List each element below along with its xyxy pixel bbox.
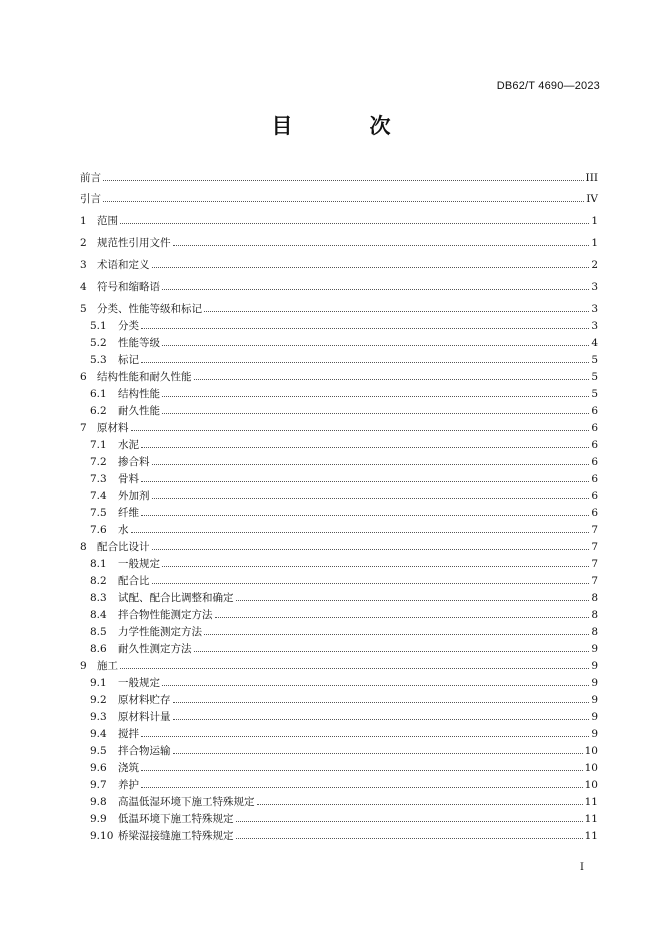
toc-entry-label: 力学性能测定方法 [118,626,202,638]
toc-entry-label: 纤维 [118,507,139,519]
toc-entry-page: 9 [591,677,598,689]
toc-entry-page: 6 [591,439,598,451]
standard-code: DB62/T 4690—2023 [496,80,600,92]
toc-dot-leader [162,558,589,567]
toc-entry-label: 桥梁湿接缝施工特殊规定 [118,830,234,842]
toc-entry-label: 耐久性能 [118,405,160,417]
toc-entry-number: 9.2 [90,694,107,706]
toc-entry-label: 外加剂 [118,490,150,502]
toc-dot-leader [173,711,590,720]
toc-entry-page: 4 [591,337,598,349]
toc-entry-number: 6 [80,371,87,383]
toc-dot-leader [103,172,584,181]
toc-dot-leader [173,694,590,703]
toc-entry[interactable] [80,237,598,249]
toc-entry[interactable] [80,558,598,570]
toc-entry[interactable] [80,677,598,689]
toc-entry[interactable] [80,745,598,757]
toc-entry-number: 9.10 [90,830,114,842]
toc-dot-leader [141,354,589,363]
toc-entry[interactable] [80,507,598,519]
page-number: I [580,862,584,873]
toc-entry-number: 9.5 [90,745,107,757]
toc-entry[interactable] [80,694,598,706]
toc-entry-page: 5 [591,388,598,400]
toc-entry[interactable] [80,626,598,638]
toc-entry-label: 拌合物运输 [118,745,171,757]
toc-entry[interactable] [80,473,598,485]
toc-entry-label: 试配、配合比调整和确定 [118,592,234,604]
toc-entry-label: 标记 [118,354,139,366]
toc-entry-page: 5 [591,371,598,383]
toc-dot-leader [131,422,590,431]
toc-entry-label: 结构性能和耐久性能 [97,371,192,383]
toc-entry[interactable] [80,439,598,451]
toc-entry-number: 5 [80,303,87,315]
toc-entry-number: 9.1 [90,677,107,689]
toc-entry[interactable] [80,354,598,366]
toc-entry-number: 9 [80,660,87,672]
toc-entry-page: 6 [591,456,598,468]
toc-entry-label: 前言 [80,172,101,184]
toc-entry[interactable] [80,422,598,434]
toc-entry-label: 术语和定义 [97,259,150,271]
toc-dot-leader [152,541,590,550]
toc-dot-leader [173,745,583,754]
toc-entry[interactable] [80,575,598,587]
toc-entry-page: 11 [584,796,598,808]
toc-entry-page: 8 [591,592,598,604]
toc-entry-label: 性能等级 [118,337,160,349]
toc-entry[interactable] [80,524,598,536]
toc-entry-label: 范围 [97,215,118,227]
toc-entry-number: 2 [80,237,87,249]
toc-entry-page: 7 [591,558,598,570]
toc-dot-leader [194,643,590,652]
toc-entry[interactable] [80,215,598,227]
toc-entry[interactable] [80,728,598,740]
toc-entry-label: 原材料 [97,422,129,434]
toc-entry-label: 水 [118,524,129,536]
toc-dot-leader [204,303,589,312]
toc-entry[interactable] [80,303,598,315]
toc-entry-page: 11 [584,830,598,842]
toc-entry[interactable] [80,371,598,383]
toc-dot-leader [162,405,589,414]
toc-entry-label: 配合比设计 [97,541,150,553]
toc-dot-leader [141,728,589,737]
toc-entry-page: III [585,172,598,184]
toc-dot-leader [204,626,589,635]
toc-entry-number: 1 [80,215,87,227]
toc-entry-label: 耐久性测定方法 [118,643,192,655]
toc-dot-leader [152,259,590,268]
toc-entry-label: 低温环境下施工特殊规定 [118,813,234,825]
toc-entry-number: 7.2 [90,456,107,468]
toc-entry-label: 拌合物性能测定方法 [118,609,213,621]
toc-entry-number: 7 [80,422,87,434]
toc-entry-page: 9 [591,643,598,655]
toc-entry-number: 7.6 [90,524,107,536]
toc-entry-page: 1 [591,215,598,227]
toc-entry-number: 7.1 [90,439,107,451]
toc-entry-number: 5.2 [90,337,107,349]
toc-entry[interactable] [80,660,598,672]
toc-entry-number: 9.3 [90,711,107,723]
toc-entry-label: 高温低湿环境下施工特殊规定 [118,796,255,808]
toc-entry-label: 养护 [118,779,139,791]
toc-entry-page: 8 [591,626,598,638]
toc-entry-number: 5.3 [90,354,107,366]
toc-entry-page: 3 [591,320,598,332]
toc-entry-number: 3 [80,259,87,271]
toc-entry[interactable] [80,456,598,468]
toc-entry-page: 6 [591,422,598,434]
toc-entry-number: 6.1 [90,388,107,400]
toc-entry-label: 配合比 [118,575,150,587]
toc-entry-page: 7 [591,524,598,536]
toc-entry-label: 符号和缩略语 [97,281,160,293]
toc-entry[interactable] [80,813,598,825]
toc-entry[interactable] [80,762,598,774]
toc-entry-number: 8.1 [90,558,107,570]
toc-dot-leader [120,660,589,669]
toc-entry-page: 9 [591,711,598,723]
toc-entry-page: 10 [584,745,598,757]
toc-dot-leader [162,388,589,397]
toc-dot-leader [215,609,590,618]
toc-entry[interactable] [80,541,598,553]
toc-entry-label: 分类、性能等级和标记 [97,303,202,315]
toc-dot-leader [141,439,589,448]
toc-entry-label: 一般规定 [118,558,160,570]
toc-entry[interactable] [80,337,598,349]
toc-entry-number: 9.9 [90,813,107,825]
toc-entry-number: 9.6 [90,762,107,774]
toc-entry-number: 9.4 [90,728,107,740]
toc-entry-label: 施工 [97,660,118,672]
toc-entry[interactable] [80,609,598,621]
toc-entry-number: 7.3 [90,473,107,485]
toc-entry-page: 3 [591,281,598,293]
toc-entry-number: 8.2 [90,575,107,587]
toc-dot-leader [236,813,583,822]
toc-entry[interactable] [80,281,598,293]
toc-dot-leader [173,237,590,246]
toc-dot-leader [120,215,589,224]
toc-entry-number: 4 [80,281,87,293]
toc-entry-page: 8 [591,609,598,621]
toc-entry-page: 1 [591,237,598,249]
toc-entry[interactable] [80,796,598,808]
toc-entry-label: 规范性引用文件 [97,237,171,249]
toc-dot-leader [257,796,583,805]
toc-entry[interactable] [80,779,598,791]
toc-entry-label: 水泥 [118,439,139,451]
toc-dot-leader [236,592,590,601]
toc-entry-number: 5.1 [90,320,107,332]
toc-dot-leader [162,337,589,346]
toc-dot-leader [152,490,590,499]
toc-dot-leader [141,473,589,482]
toc-entry-number: 8.6 [90,643,107,655]
toc-entry-page: 9 [591,694,598,706]
toc-entry-label: 掺合料 [118,456,150,468]
toc-entry[interactable] [80,711,598,723]
page-title: 目 次 [271,113,419,138]
toc-entry-page: 2 [591,259,598,271]
toc-entry[interactable] [80,388,598,400]
toc-entry[interactable] [80,643,598,655]
toc-entry-page: IV [586,193,598,205]
toc-entry-page: 10 [584,762,598,774]
toc-dot-leader [236,830,583,839]
toc-dot-leader [194,371,590,380]
toc-entry-label: 浇筑 [118,762,139,774]
toc-entry-page: 9 [591,728,598,740]
toc-entry-page: 6 [591,490,598,502]
toc-dot-leader [162,281,589,290]
toc-entry-page: 3 [591,303,598,315]
toc-entry-label: 原材料贮存 [118,694,171,706]
toc-entry[interactable] [80,172,598,184]
toc-entry-label: 引言 [80,193,101,205]
toc-dot-leader [103,193,584,202]
toc-entry-label: 结构性能 [118,388,160,400]
toc-entry-label: 搅拌 [118,728,139,740]
toc-dot-leader [141,762,583,771]
toc-entry[interactable] [80,405,598,417]
toc-entry[interactable] [80,193,598,205]
toc-entry-page: 5 [591,354,598,366]
toc-entry-page: 9 [591,660,598,672]
toc-entry-number: 8.5 [90,626,107,638]
toc-entry-label: 分类 [118,320,139,332]
toc-entry-number: 9.7 [90,779,107,791]
toc-list [80,172,598,842]
toc-entry-number: 8.4 [90,609,107,621]
toc-entry-number: 6.2 [90,405,107,417]
toc-dot-leader [141,320,589,329]
toc-entry-page: 11 [584,813,598,825]
toc-dot-leader [141,507,589,516]
toc-entry-number: 8 [80,541,87,553]
toc-dot-leader [141,779,583,788]
toc-entry-number: 9.8 [90,796,107,808]
toc-entry[interactable] [80,259,598,271]
toc-entry-number: 7.4 [90,490,107,502]
toc-dot-leader [152,575,590,584]
toc-entry-page: 6 [591,473,598,485]
toc-entry-number: 8.3 [90,592,107,604]
toc-entry-number: 7.5 [90,507,107,519]
toc-entry-page: 6 [591,507,598,519]
toc-entry[interactable] [80,490,598,502]
toc-dot-leader [162,677,589,686]
toc-dot-leader [152,456,590,465]
toc-dot-leader [131,524,590,533]
toc-entry-label: 一般规定 [118,677,160,689]
toc-entry-label: 骨料 [118,473,139,485]
toc-entry-page: 7 [591,541,598,553]
toc-entry-page: 7 [591,575,598,587]
toc-entry[interactable] [80,592,598,604]
toc-entry[interactable] [80,830,598,842]
toc-entry-page: 10 [584,779,598,791]
toc-entry[interactable] [80,320,598,332]
toc-entry-page: 6 [591,405,598,417]
toc-entry-label: 原材料计量 [118,711,171,723]
